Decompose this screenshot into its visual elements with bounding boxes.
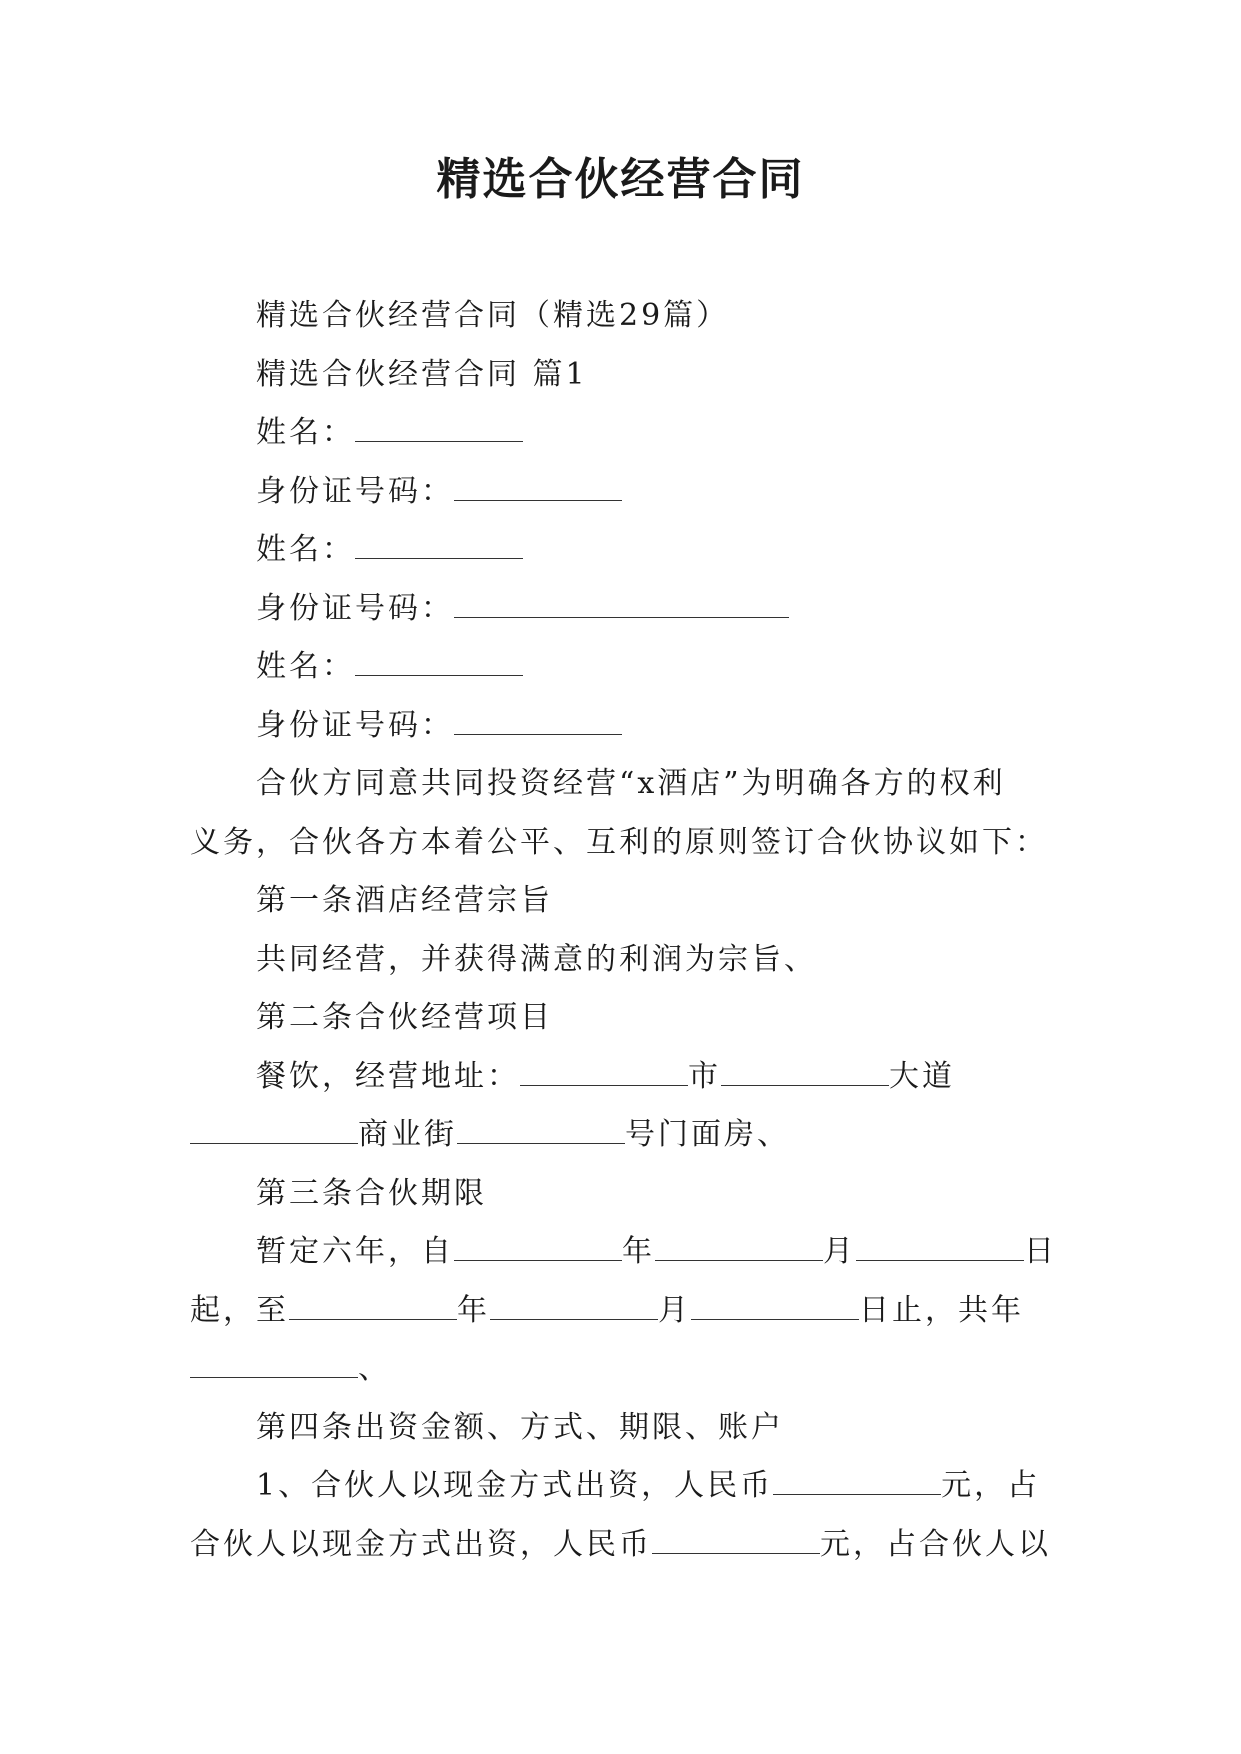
document-body xyxy=(190,287,1057,1574)
start-year-blank xyxy=(454,1238,622,1261)
currency-suffix: 元，占合伙人以 xyxy=(820,1526,1051,1562)
end-month-blank xyxy=(490,1297,658,1320)
id-blank xyxy=(454,595,789,618)
article-4-line-2 xyxy=(190,1516,1050,1575)
amount-blank xyxy=(773,1472,941,1495)
id-blank xyxy=(454,478,622,501)
address-label: 餐饮，经营地址： xyxy=(256,1058,520,1094)
name-label: 姓名： xyxy=(256,415,355,450)
id-label: 身份证号码： xyxy=(256,473,454,509)
term-end-label: 起，至 xyxy=(190,1292,289,1328)
name-label: 姓名： xyxy=(256,532,355,567)
term-total-label: 日止，共年 xyxy=(859,1292,1024,1328)
party-1-name-line xyxy=(190,404,1050,463)
city-suffix: 市 xyxy=(688,1058,721,1094)
start-month-blank xyxy=(655,1238,823,1261)
number-suffix: 号门面房、 xyxy=(625,1117,790,1152)
day-label: 日 xyxy=(1024,1234,1057,1269)
end-day-blank xyxy=(691,1297,859,1320)
article-2-title: 第二条合伙经营项目 xyxy=(256,1000,553,1035)
intro-paragraph-line-1: 合伙方同意共同投资经营“x酒店”为明确各方的权利 xyxy=(256,766,1006,801)
article-1-body: 共同经营，并获得满意的利润为宗旨、 xyxy=(256,941,817,977)
name-blank xyxy=(355,419,523,442)
street-suffix: 商业街 xyxy=(358,1117,457,1152)
end-year-blank xyxy=(289,1297,457,1320)
id-blank xyxy=(454,712,622,735)
id-label: 身份证号码： xyxy=(256,590,454,626)
name-blank xyxy=(355,536,523,559)
party-3-id-line xyxy=(190,697,1050,756)
party-2-id-line xyxy=(190,580,1050,639)
year-label: 年 xyxy=(622,1234,655,1269)
document-title: 精选合伙经营合同 xyxy=(436,154,805,205)
article-2-address-line-1 xyxy=(190,1048,1050,1107)
avenue-blank xyxy=(721,1063,889,1086)
article-2-address-line-2 xyxy=(190,1106,1050,1165)
article-1-title: 第一条酒店经营宗旨 xyxy=(256,883,553,918)
article-3-line-1 xyxy=(190,1223,1057,1282)
street-blank xyxy=(190,1121,358,1144)
party-2-name-line xyxy=(190,521,1050,580)
party-1-id-line xyxy=(190,463,1050,522)
total-years-blank xyxy=(190,1355,358,1378)
article-3-title: 第三条合伙期限 xyxy=(256,1175,487,1211)
intro-paragraph-line-2: 义务，合伙各方本着公平、互利的原则签订合伙协议如下： xyxy=(190,824,1048,860)
article-3-line-3 xyxy=(190,1340,1050,1399)
number-blank xyxy=(457,1121,625,1144)
currency-suffix: 元，占 xyxy=(941,1468,1041,1503)
name-label: 姓名： xyxy=(256,649,355,684)
article-4-title: 第四条出资金额、方式、期限、账户 xyxy=(256,1409,784,1445)
capital-text: 合伙人以现金方式出资，人民币 xyxy=(190,1526,652,1562)
id-label: 身份证号码： xyxy=(256,707,454,743)
avenue-suffix: 大道 xyxy=(889,1058,955,1094)
month-label: 月 xyxy=(823,1234,856,1269)
capital-text: 1、合伙人以现金方式出资，人民币 xyxy=(256,1468,774,1503)
list-mark: 、 xyxy=(358,1351,391,1386)
document-subtitle: 精选合伙经营合同（精选29篇） xyxy=(256,298,730,333)
term-start-label: 暂定六年，自 xyxy=(256,1234,454,1269)
party-3-name-line xyxy=(190,638,1050,697)
city-blank xyxy=(520,1063,688,1086)
start-day-blank xyxy=(856,1238,1024,1261)
month-label: 月 xyxy=(658,1292,691,1328)
section-heading: 精选合伙经营合同 篇1 xyxy=(256,356,588,392)
article-4-line-1 xyxy=(190,1457,1050,1516)
article-3-line-2 xyxy=(190,1282,1050,1341)
amount-blank xyxy=(652,1531,820,1554)
name-blank xyxy=(355,653,523,676)
year-label: 年 xyxy=(457,1292,490,1328)
